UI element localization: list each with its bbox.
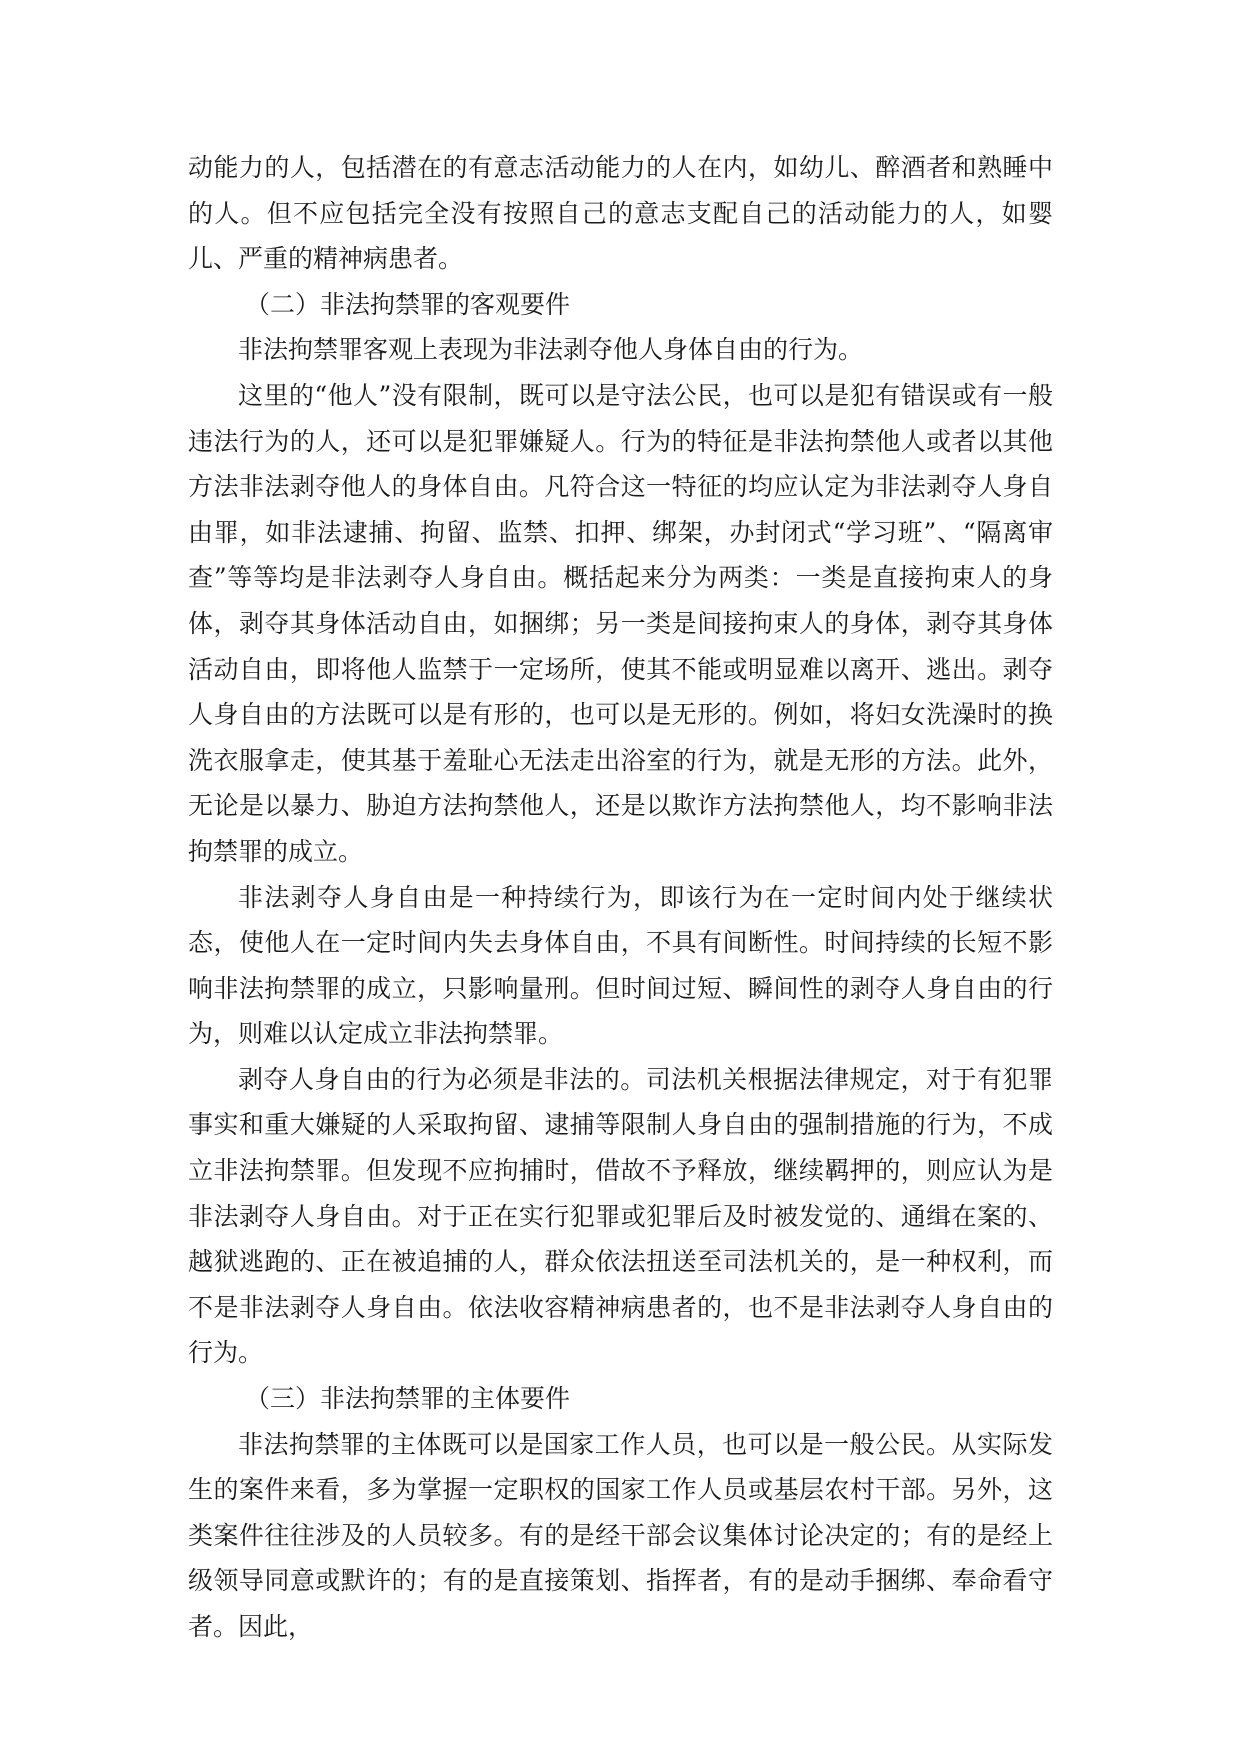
document-body bbox=[188, 145, 1053, 1650]
section-heading-subject-elements: （三）非法拘禁罪的主体要件 bbox=[245, 1384, 571, 1414]
paragraph: 非法拘禁罪的主体既可以是国家工作人员，也可以是一般公民。从实际发生的案件来看，多为掌握一定职权的国家工作人员或基层农村干部。另外，这类案件往往涉及的人员较多。有的是经干部会议集体讨论决定的；有的是经上级领导同意或默许的；有的是直接策划、指挥者，有的是动手捆绑、奉命看守者。因此， bbox=[188, 1429, 1053, 1641]
paragraph: 非法拘禁罪客观上表现为非法剥夺他人身体自由的行为。 bbox=[238, 335, 864, 365]
paragraph: 剥夺人身自由的行为必须是非法的。司法机关根据法律规定，对于有犯罪事实和重大嫌疑的人采取拘留、逮捕等限制人身自由的强制措施的行为，不成立非法拘禁罪。但发现不应拘捕时，借故不予释放，继续羁押的，则应认为是非法剥夺人身自由。对于正在实行犯罪或犯罪后及时被发觉的、通缉在案的、越狱逃跑的、正在被追捕的人，群众依法扭送至司法机关的，是一种权利，而不是非法剥夺人身自由。依法收容精神病患者的，也不是非法剥夺人身自由的行为。 bbox=[188, 1064, 1053, 1368]
paragraph-continuation: 动能力的人，包括潜在的有意志活动能力的人在内，如幼儿、醉酒者和熟睡中的人。但不应包括完全没有按照自己的意志支配自己的活动能力的人，如婴儿、严重的精神病患者。 bbox=[188, 153, 1053, 274]
section-heading-objective-elements: （二）非法拘禁罪的客观要件 bbox=[245, 289, 571, 319]
paragraph: 非法剥夺人身自由是一种持续行为，即该行为在一定时间内处于继续状态，使他人在一定时间内失去身体自由，不具有间断性。时间持续的长短不影响非法拘禁罪的成立，只影响量刑。但时间过短、瞬间性的剥夺人身自由的行为，则难以认定成立非法拘禁罪。 bbox=[188, 882, 1053, 1049]
paragraph: 这里的“他人”没有限制，既可以是守法公民，也可以是犯有错误或有一般违法行为的人，还可以是犯罪嫌疑人。行为的特征是非法拘禁他人或者以其他方法非法剥夺他人的身体自由。凡符合这一特征的均应认定为非法剥夺人身自由罪，如非法逮捕、拘留、监禁、扣押、绑架，办封闭式“学习班”、“隔离审查”等等均是非法剥夺人身自由。概括起来分为两类：一类是直接拘束人的身体，剥夺其身体活动自由，如捆绑；另一类是间接拘束人的身体，剥夺其身体活动自由，即将他人监禁于一定场所，使其不能或明显难以离开、逃出。剥夺人身自由的方法既可以是有形的，也可以是无形的。例如，将妇女洗澡时的换洗衣服拿走，使其基于羞耻心无法走出浴室的行为，就是无形的方法。此外，无论是以暴力、胁迫方法拘禁他人，还是以欺诈方法拘禁他人，均不影响非法拘禁罪的成立。 bbox=[188, 380, 1053, 866]
